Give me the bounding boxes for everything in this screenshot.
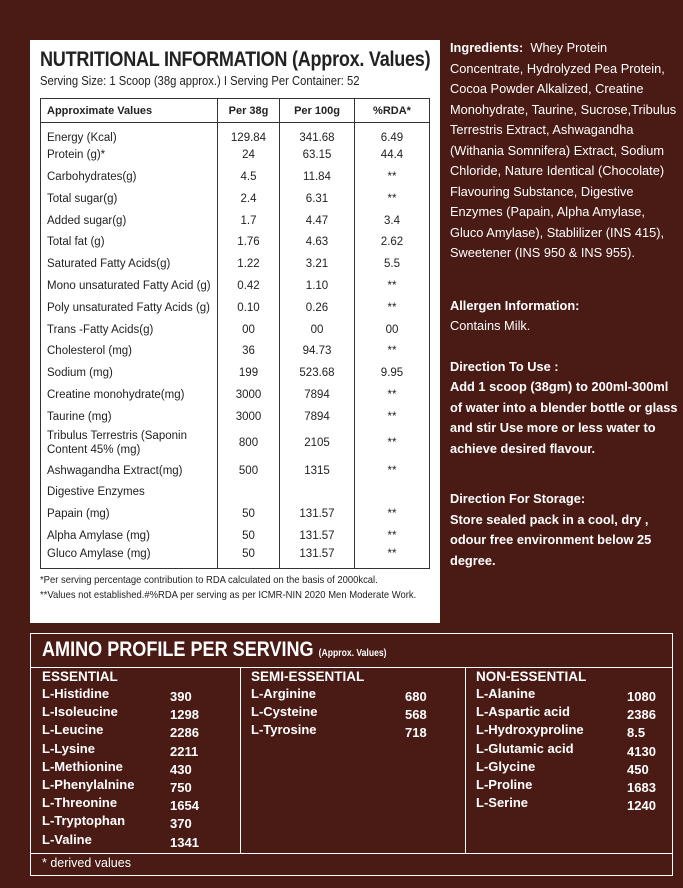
semi-essential-column xyxy=(251,669,456,741)
amino-value: 450 xyxy=(627,761,649,777)
amino-value: 1654 xyxy=(170,798,199,814)
value-per-38g: 3000 xyxy=(218,384,280,406)
value-per-100g: 4.63 xyxy=(280,231,355,253)
value-rda: ** xyxy=(387,529,397,542)
value-per-38g: 199 xyxy=(218,362,280,384)
ingredients-text: Whey Protein Concentrate, Hydrolyzed Pea Protein, Cocoa Powder Alkalized, Creatine Monohydrate, Taurine, Sucrose,Tribulus Terrestris Extract, Ashwagandha (Withania Somnifera) Extract, Sodium Chloride, Nature Identical (Chocolate) Flavouring Substance, Digestive Enzymes (Papain, Alpha Amylase, Gluco Amylase), Stablilizer (INS 415), Sweetener (INS 950 & INS 955). xyxy=(450,40,677,260)
value-rda: ** xyxy=(387,410,397,423)
table-row xyxy=(41,384,430,406)
table-row xyxy=(41,188,430,210)
table-row xyxy=(41,275,430,297)
value-per-38g: 50 xyxy=(218,547,280,569)
amino-value: 2386 xyxy=(627,707,656,723)
table-row xyxy=(41,460,430,482)
value-rda: 9.95 xyxy=(380,367,404,380)
ingredients-section xyxy=(450,38,678,264)
direction-text: Add 1 scoop (38gm) to 200ml-300ml of water into a blender bottle or glass and stir Use more or less water to achieve desired flavour. xyxy=(450,379,678,456)
amino-title-small: (Approx. Values) xyxy=(318,648,387,659)
amino-item xyxy=(476,686,666,704)
value-per-38g: 3000 xyxy=(218,406,280,428)
table-row xyxy=(41,340,430,362)
amino-value: 430 xyxy=(170,761,192,777)
nutrient-name: Sodium (mg) xyxy=(41,362,218,384)
amino-column-divider xyxy=(465,667,466,853)
value-rda: ** xyxy=(387,508,397,521)
nutrition-panel xyxy=(30,40,440,623)
value-rda: ** xyxy=(387,192,397,205)
amino-divider xyxy=(31,667,672,668)
nutrient-name: Energy (Kcal) xyxy=(41,123,218,145)
nutrient-name: Added sugar(g) xyxy=(41,210,218,232)
amino-title xyxy=(42,638,386,662)
value-per-38g: 50 xyxy=(218,503,280,525)
amino-name: L-Leucine xyxy=(42,722,104,738)
note-rda: *Per serving percentage contribution to RDA calculated on the basis of 2000kcal. xyxy=(40,574,378,587)
amino-value: 1683 xyxy=(627,779,656,795)
value-rda: ** xyxy=(387,279,397,292)
value-per-38g: 800 xyxy=(218,428,280,460)
header-approx-values: Approximate Values xyxy=(41,99,218,123)
semi-essential-list xyxy=(251,686,456,741)
table-row xyxy=(41,319,430,341)
direction-label: Direction To Use : xyxy=(450,358,559,374)
nutrient-name: Total fat (g) xyxy=(41,231,218,253)
value-per-100g: 0.26 xyxy=(280,297,355,319)
allergen-section xyxy=(450,296,678,337)
semi-essential-heading: SEMI-ESSENTIAL xyxy=(251,669,365,684)
value-per-38g: 4.5 xyxy=(218,166,280,188)
value-per-38g: 2.4 xyxy=(218,188,280,210)
table-row xyxy=(41,428,430,460)
nutrient-name: Total sugar(g) xyxy=(41,188,218,210)
amino-footer-divider xyxy=(31,853,672,854)
amino-value: 1341 xyxy=(170,834,199,850)
amino-item xyxy=(42,704,232,722)
value-rda: 6.49 xyxy=(380,131,404,144)
amino-name: L-Proline xyxy=(476,776,533,792)
table-row xyxy=(41,362,430,384)
amino-name: L-Phenylalnine xyxy=(42,776,135,792)
amino-value: 680 xyxy=(405,689,427,704)
amino-item xyxy=(251,686,456,704)
value-per-100g: 131.57 xyxy=(280,503,355,525)
nutrient-name: Ashwagandha Extract(mg) xyxy=(41,460,218,482)
value-per-38g: 1.76 xyxy=(218,231,280,253)
non-essential-column xyxy=(476,669,666,813)
value-per-100g: 131.57 xyxy=(280,525,355,547)
amino-name: L-Lysine xyxy=(42,740,95,756)
value-rda: ** xyxy=(387,345,397,358)
amino-item xyxy=(42,722,232,740)
value-rda: 00 xyxy=(385,323,399,336)
value-rda xyxy=(355,481,430,503)
value-per-100g: 523.68 xyxy=(280,362,355,384)
nutrient-name: Papain (mg) xyxy=(41,503,218,525)
value-per-100g: 11.84 xyxy=(280,166,355,188)
value-per-100g: 4.47 xyxy=(280,210,355,232)
value-per-100g: 2105 xyxy=(280,428,355,460)
amino-name: L-Glutamic acid xyxy=(476,740,574,756)
amino-item xyxy=(42,832,232,850)
amino-item xyxy=(42,686,232,704)
value-per-38g: 00 xyxy=(218,319,280,341)
value-rda: ** xyxy=(387,301,397,314)
amino-name: L-Methionine xyxy=(42,758,123,774)
amino-name: L-Hydroxyproline xyxy=(476,722,584,738)
nutrient-name: Carbohydrates(g) xyxy=(41,166,218,188)
value-per-38g: 1.22 xyxy=(218,253,280,275)
value-per-100g: 7894 xyxy=(280,384,355,406)
value-per-100g: 1.10 xyxy=(280,275,355,297)
nutrition-table-body xyxy=(41,123,430,569)
value-per-100g: 6.31 xyxy=(280,188,355,210)
serving-info: Serving Size: 1 Scoop (38g approx.) I Serving Per Container: 52 xyxy=(40,74,360,88)
amino-value: 2286 xyxy=(170,725,199,741)
essential-heading: ESSENTIAL xyxy=(42,669,118,684)
value-per-38g: 1.7 xyxy=(218,210,280,232)
value-per-38g: 500 xyxy=(218,460,280,482)
amino-item xyxy=(42,759,232,777)
value-rda: ** xyxy=(387,464,397,477)
value-rda: ** xyxy=(387,388,397,401)
amino-name: L-Aspartic acid xyxy=(476,704,570,720)
table-row xyxy=(41,481,430,503)
nutrition-notes xyxy=(40,573,417,603)
amino-item xyxy=(251,722,456,740)
amino-item xyxy=(42,813,232,831)
amino-item xyxy=(476,722,666,740)
ingredients-label: Ingredients: xyxy=(450,40,524,55)
amino-value: 8.5 xyxy=(627,725,646,741)
nutrient-name: Mono unsaturated Fatty Acid (g) xyxy=(41,275,218,297)
nutrient-name: Taurine (mg) xyxy=(41,406,218,428)
amino-name: L-Tryptophan xyxy=(42,813,126,829)
amino-value: 370 xyxy=(170,816,192,832)
value-rda: 5.5 xyxy=(384,258,400,271)
table-row xyxy=(41,210,430,232)
value-per-100g: 00 xyxy=(280,319,355,341)
nutrient-name: Poly unsaturated Fatty Acids (g) xyxy=(41,297,218,319)
non-essential-list xyxy=(476,686,666,813)
direction-section xyxy=(450,357,678,460)
amino-item xyxy=(251,704,456,722)
nutrition-table xyxy=(40,98,430,569)
nutrient-name: Creatine monohydrate(mg) xyxy=(41,384,218,406)
value-per-100g: 94.73 xyxy=(280,340,355,362)
value-per-100g: 131.57 xyxy=(280,547,355,569)
value-rda: ** xyxy=(387,548,397,561)
nutrient-name: Gluco Amylase (mg) xyxy=(41,547,218,569)
amino-name: L-Alanine xyxy=(476,686,536,701)
value-per-38g xyxy=(218,481,280,503)
amino-name: L-Histidine xyxy=(42,686,110,701)
amino-value: 568 xyxy=(405,707,427,723)
nutrient-name: Saturated Fatty Acids(g) xyxy=(41,253,218,275)
value-per-100g: 7894 xyxy=(280,406,355,428)
value-per-38g: 24 xyxy=(218,144,280,166)
essential-column xyxy=(42,669,232,850)
value-rda: 2.62 xyxy=(380,236,404,249)
amino-item xyxy=(476,795,666,813)
nutrition-title: NUTRITIONAL INFORMATION (Approx. Values) xyxy=(40,48,431,71)
amino-item xyxy=(476,741,666,759)
amino-column-divider xyxy=(240,667,241,853)
amino-item xyxy=(476,704,666,722)
nutrient-name: Protein (g)* xyxy=(41,144,218,166)
value-per-100g: 341.68 xyxy=(280,123,355,145)
amino-name: L-Glycine xyxy=(476,758,536,774)
value-per-100g xyxy=(280,481,355,503)
amino-value: 1240 xyxy=(627,798,656,814)
amino-value: 718 xyxy=(405,725,427,741)
value-per-100g: 3.21 xyxy=(280,253,355,275)
value-rda: 3.4 xyxy=(384,214,400,227)
allergen-label: Allergen Information: xyxy=(450,297,580,313)
value-per-38g: 50 xyxy=(218,525,280,547)
amino-name: L-Serine xyxy=(476,795,529,811)
allergen-text: Contains Milk. xyxy=(450,318,531,333)
header-per-100g: Per 100g xyxy=(280,99,355,123)
amino-name: L-Tyrosine xyxy=(251,722,317,738)
header-rda: %RDA* xyxy=(355,99,430,123)
nutrient-name: Trans -Fatty Acids(g) xyxy=(41,319,218,341)
non-essential-heading: NON-ESSENTIAL xyxy=(476,669,587,684)
value-per-38g: 0.42 xyxy=(218,275,280,297)
nutrient-name: Cholesterol (mg) xyxy=(41,340,218,362)
amino-item xyxy=(476,759,666,777)
table-header-row xyxy=(41,99,430,123)
table-row xyxy=(41,503,430,525)
storage-text: Store sealed pack in a cool, dry , odour free environment below 25 degree. xyxy=(450,511,652,568)
storage-label: Direction For Storage: xyxy=(450,491,586,506)
storage-section xyxy=(450,489,678,571)
table-row xyxy=(41,297,430,319)
table-row xyxy=(41,547,430,569)
note-values: **Values not established.#%RDA per serving as per ICMR-NIN 2020 Men Moderate Work. xyxy=(40,589,417,602)
amino-value: 750 xyxy=(170,779,192,795)
nutrient-name: Tribulus Terrestris (Saponin Content 45% (mg) xyxy=(41,428,218,460)
table-row xyxy=(41,406,430,428)
table-row xyxy=(41,144,430,166)
value-per-38g: 129.84 xyxy=(218,123,280,145)
amino-item xyxy=(42,795,232,813)
derived-values-note: * derived values xyxy=(42,856,131,870)
amino-value: 390 xyxy=(170,689,192,704)
nutrient-name: Alpha Amylase (mg) xyxy=(41,525,218,547)
amino-value: 1298 xyxy=(170,707,199,723)
amino-item xyxy=(42,777,232,795)
value-rda: ** xyxy=(387,437,397,450)
table-row xyxy=(41,525,430,547)
amino-value: 4130 xyxy=(627,743,656,759)
amino-name: L-Valine xyxy=(42,831,92,847)
value-rda: 44.4 xyxy=(380,149,404,162)
amino-name: L-Cysteine xyxy=(251,704,318,720)
value-rda: ** xyxy=(387,170,397,183)
table-row xyxy=(41,231,430,253)
amino-profile-box xyxy=(30,633,673,876)
essential-list xyxy=(42,686,232,850)
value-per-38g: 0.10 xyxy=(218,297,280,319)
info-column xyxy=(450,38,678,591)
header-per-38g: Per 38g xyxy=(218,99,280,123)
table-row xyxy=(41,123,430,145)
value-per-100g: 63.15 xyxy=(280,144,355,166)
amino-value: 2211 xyxy=(170,743,199,759)
amino-title-main: AMINO PROFILE PER SERVING xyxy=(42,638,314,661)
table-row xyxy=(41,166,430,188)
amino-item xyxy=(476,777,666,795)
table-row xyxy=(41,253,430,275)
value-per-38g: 36 xyxy=(218,340,280,362)
amino-value: 1080 xyxy=(627,689,656,704)
amino-name: L-Arginine xyxy=(251,686,316,701)
amino-name: L-Threonine xyxy=(42,795,118,811)
amino-name: L-Isoleucine xyxy=(42,704,118,720)
value-per-100g: 1315 xyxy=(280,460,355,482)
nutrient-name: Digestive Enzymes xyxy=(41,481,218,503)
amino-item xyxy=(42,741,232,759)
